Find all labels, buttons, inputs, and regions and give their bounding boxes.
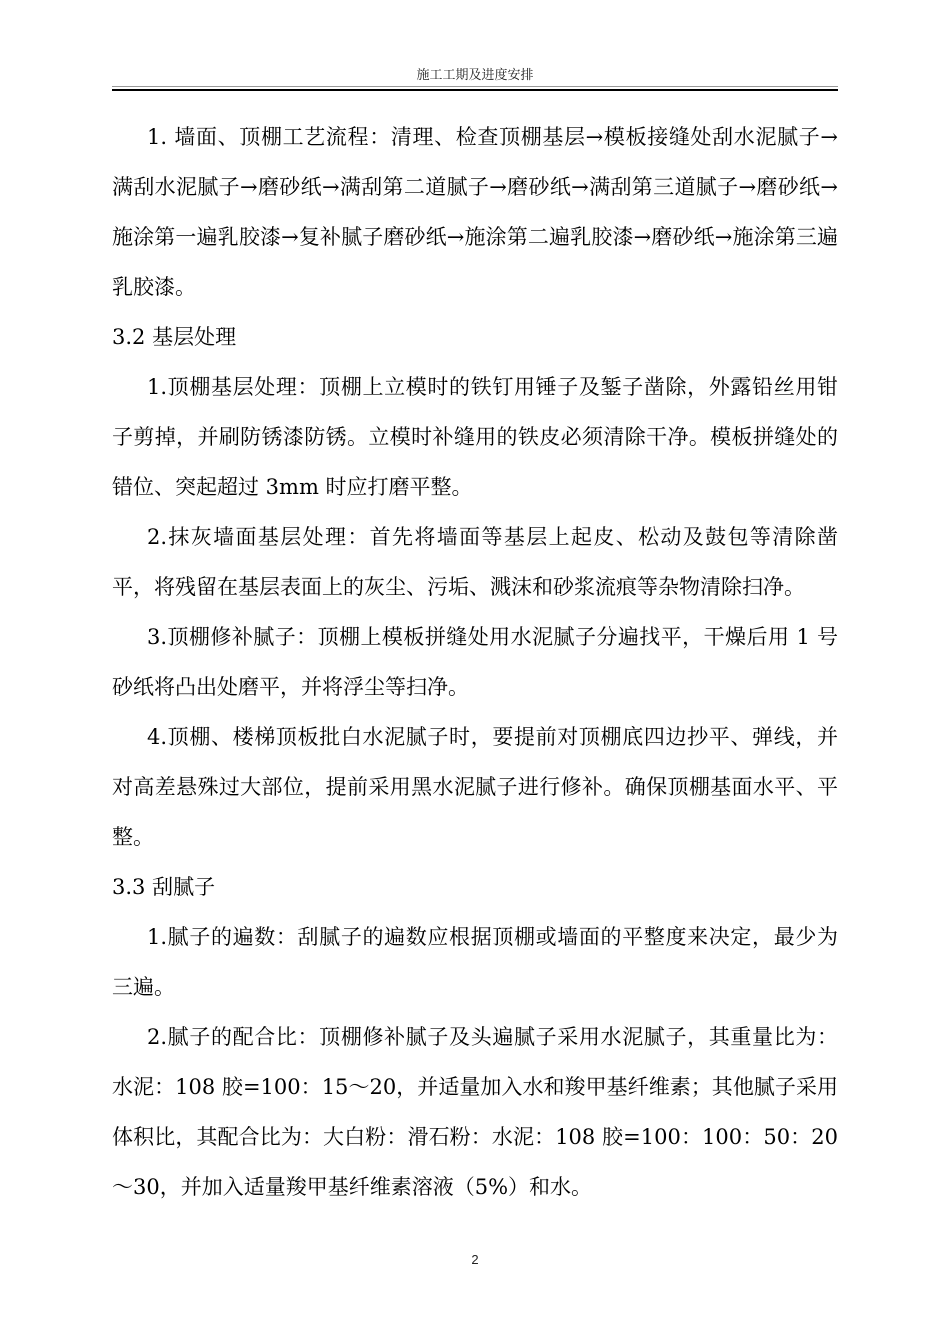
paragraph-ceiling-base: 1.顶棚基层处理：顶棚上立模时的铁钉用锤子及錾子凿除，外露铅丝用钳子剪掉，并刷防锈漆防锈。立模时补缝用的铁皮必须清除干净。模板拼缝处的错位、突起超过 3mm 时应打磨平整。: [112, 375, 838, 499]
paragraph-putty-passes: 1.腻子的遍数：刮腻子的遍数应根据顶棚或墙面的平整度来决定，最少为三遍。: [112, 925, 838, 999]
section-heading-3-2: 3.2 基层处理: [112, 325, 237, 349]
paragraph-process-flow: 1. 墙面、顶棚工艺流程：清理、检查顶棚基层→模板接缝处刮水泥腻子→满刮水泥腻子→磨砂纸→满刮第二道腻子→磨砂纸→满刮第三道腻子→磨砂纸→施涂第一遍乳胶漆→复补腻子磨砂纸→施涂第二遍乳胶漆→磨砂纸→施涂第三遍乳胶漆。: [112, 125, 838, 299]
paragraph-ceiling-repair-putty: 3.顶棚修补腻子：顶棚上模板拼缝处用水泥腻子分遍找平，干燥后用 1 号砂纸将凸出处磨平，并将浮尘等扫净。: [112, 625, 838, 699]
header-rule-thin: [112, 86, 838, 87]
page-number: 2: [471, 1252, 479, 1267]
paragraph-plaster-wall-base: 2.抹灰墙面基层处理：首先将墙面等基层上起皮、松动及鼓包等清除凿平，将残留在基层表面上的灰尘、污垢、溅沫和砂浆流痕等杂物清除扫净。: [112, 525, 838, 599]
paragraph-putty-mix-ratio: 2.腻子的配合比：顶棚修补腻子及头遍腻子采用水泥腻子，其重量比为：水泥：108 胶=100：15～20，并适量加入水和羧甲基纤维素；其他腻子采用体积比，其配合比为：大白粉：滑石粉：水泥：108 胶=100：100：50：20～30，并加入适量羧甲基纤维素溶液（5%）和水。: [112, 1025, 838, 1199]
section-heading-3-3: 3.3 刮腻子: [112, 875, 216, 899]
paragraph-stair-ceiling-putty: 4.顶棚、楼梯顶板批白水泥腻子时，要提前对顶棚底四边抄平、弹线，并对高差悬殊过大部位，提前采用黑水泥腻子进行修补。确保顶棚基面水平、平整。: [112, 725, 838, 849]
document-body: [112, 112, 838, 1212]
running-header-title: 施工工期及进度安排: [416, 68, 534, 83]
header-rule-thick: [112, 89, 838, 91]
